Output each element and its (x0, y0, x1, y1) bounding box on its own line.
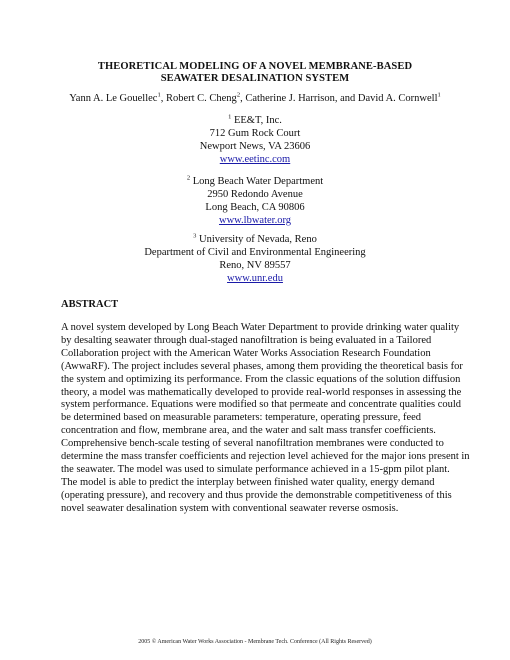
page-footer: 2005 © American Water Works Association - Membrane Tech. Conference (All Rights Reserved) (138, 639, 372, 645)
affiliation-street: 2950 Redondo Avenue (207, 189, 303, 200)
affiliation-org: University of Nevada, Reno (199, 234, 317, 245)
paper-title (40, 61, 470, 85)
affiliation-url-link[interactable]: www.unr.edu (227, 273, 283, 284)
abstract-line: (operating pressure), and recovery and thus provide the demonstrable competitiveness of this (61, 489, 452, 501)
abstract-body (61, 322, 470, 516)
abstract-line: the system and optimizing its performance. From the classic equations of the solution diffusion (61, 373, 461, 385)
author-separator: , (240, 93, 246, 104)
affiliation-city: Reno, NV 89557 (219, 260, 291, 271)
affiliation-mark: 2 (186, 174, 191, 182)
affiliation-city: Long Beach, CA 90806 (205, 202, 305, 213)
author-name: Yann A. Le Gouellec (69, 93, 158, 104)
affiliation-org: Long Beach Water Department (192, 176, 324, 187)
affiliation-3 (40, 233, 470, 285)
abstract-line: A novel system developed by Long Beach Water Department to provide drinking water quality (61, 322, 460, 333)
affiliation-mark: 1 (228, 113, 232, 121)
abstract-line: novel seawater desalination system with conventional seawater reverse osmosis. (61, 502, 399, 514)
abstract-line: The model is able to predict the interplay between finished water quality, energy demand (61, 476, 435, 488)
title-line-2: SEAWATER DESALINATION SYSTEM (160, 73, 350, 84)
abstract-line: determine the mass transfer coefficients and rejection level achieved for the major ions present in (61, 451, 470, 463)
abstract-line: the seawater. The model was used to simulate performance achieved in a 15-gpm pilot plant. (61, 463, 450, 475)
abstract-line: (AwwaRF). The project includes several phases, among them providing the theoretical basis for (61, 360, 463, 372)
affiliation-url-link[interactable]: www.lbwater.org (218, 215, 292, 226)
author-list (20, 92, 490, 105)
affiliation-street: 712 Gum Rock Court (209, 128, 301, 139)
abstract-line: Comprehensive bench-scale testing of several nanofiltration membranes were conducted to (61, 438, 444, 450)
affiliation-mark: 3 (193, 232, 197, 240)
affiliation-2 (40, 175, 470, 227)
affiliation-1 (40, 114, 470, 166)
abstract-line: concentration and flow, membrane area, and the water and salt mass transfer coefficients. (61, 425, 436, 437)
abstract-line: Collaboration project with the American Water Works Association Research Foundation (61, 347, 431, 359)
author-affiliation-mark: 2 (236, 91, 241, 99)
author-name: Catherine J. Harrison, and David A. Cornwell (245, 93, 438, 104)
author-separator: , (160, 93, 166, 104)
affiliation-city: Newport News, VA 23606 (199, 141, 311, 152)
author-affiliation-mark: 1 (157, 91, 161, 99)
author-affiliation-mark: 1 (437, 91, 441, 99)
abstract-line: theory, a model was mathematically developed to provide real-world responses in assessing the (61, 386, 462, 398)
affiliation-department: Department of Civil and Environmental Engineering (144, 247, 366, 258)
abstract-line: by desalting seawater through dual-staged nanofiltration is being evaluated in a Tailored (61, 334, 432, 346)
affiliation-org: EE&T, Inc. (233, 115, 282, 126)
abstract-heading: ABSTRACT (61, 299, 119, 310)
author-name: Robert C. Cheng (165, 93, 237, 104)
affiliation-url-link[interactable]: www.eetinc.com (219, 154, 291, 165)
abstract-line: be determined based on measurable parameters: temperature, operating pressure, feed (61, 412, 422, 424)
title-line-1: THEORETICAL MODELING OF A NOVEL MEMBRANE-BASED (97, 61, 413, 72)
abstract-line: system performance. Equations were modified so that permeate and concentrate qualities could (61, 399, 462, 411)
